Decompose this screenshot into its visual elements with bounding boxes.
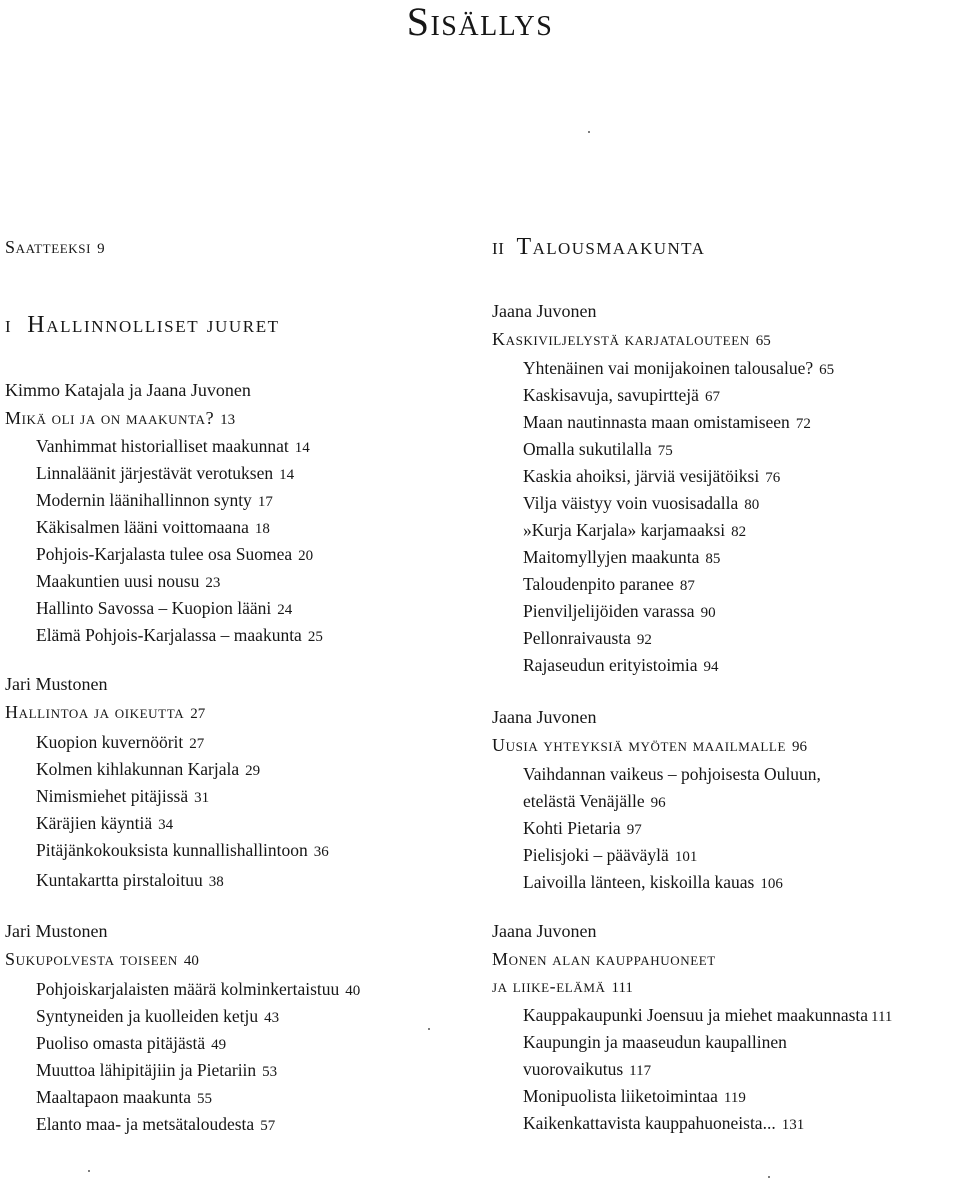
toc-subentry[interactable]: Pohjois-Karjalasta tulee osa Suomea 20 <box>36 544 314 564</box>
article-heading[interactable] <box>492 734 807 758</box>
toc-subentry[interactable]: Kuntakartta pirstaloituu 38 <box>36 870 224 890</box>
article-title: Monen alan kauppahuoneet <box>492 949 716 969</box>
part-number: i <box>5 312 12 338</box>
toc-subentry[interactable]: Pielisjoki – pääväylä 101 <box>523 845 698 865</box>
toc-subentry[interactable]: Kaskisavuja, savupirttejä 67 <box>523 385 720 405</box>
toc-subentry[interactable]: Pellonraivausta 92 <box>523 628 652 648</box>
part-title: Talousmaakunta <box>516 234 706 260</box>
toc-subentry[interactable]: Pienviljelijöiden varassa 90 <box>523 601 716 621</box>
toc-subentry[interactable]: Yhtenäinen vai monijakoinen talousalue? 65 <box>523 358 835 378</box>
toc-subentry[interactable]: Pitäjänkokouksista kunnallishallintoon 36 <box>36 840 329 860</box>
article-heading[interactable] <box>492 328 771 352</box>
article-title: Sukupolvesta toiseen <box>5 949 178 969</box>
article-author: Jaana Juvonen <box>492 707 597 727</box>
toc-subentry[interactable]: Syntyneiden ja kuolleiden ketju 43 <box>36 1006 280 1026</box>
toc-subentry[interactable]: Maan nautinnasta maan omistamiseen 72 <box>523 412 811 432</box>
part-heading-ii <box>492 232 705 262</box>
toc-entry-saatteeksi[interactable] <box>5 236 105 260</box>
toc-subentry[interactable]: Elanto maa- ja metsätaloudesta 57 <box>36 1114 276 1134</box>
page-number: 9 <box>97 241 105 257</box>
entry-title: Saatteeksi <box>5 237 92 257</box>
toc-subentry[interactable]: Kolmen kihlakunnan Karjala 29 <box>36 759 261 779</box>
toc-subentry-continued[interactable]: vuorovaikutus 117 <box>523 1059 652 1079</box>
part-title: Hallinnolliset juuret <box>27 312 280 338</box>
article-heading[interactable] <box>5 701 205 725</box>
toc-subentry[interactable]: Laivoilla länteen, kiskoilla kauas 106 <box>523 872 783 892</box>
scan-speck <box>428 1028 430 1030</box>
toc-subentry[interactable]: »Kurja Karjala» karjamaaksi 82 <box>523 520 747 540</box>
page-title: Sisällys <box>406 0 554 44</box>
article-title: Kaskiviljelystä karjatalouteen <box>492 329 750 349</box>
scan-speck <box>588 131 590 133</box>
toc-subentry[interactable]: Käräjien käyntiä 34 <box>36 813 174 833</box>
toc-subentry[interactable]: Vaihdannan vaikeus – pohjoisesta Ouluun, <box>523 764 821 784</box>
toc-subentry[interactable]: Nimismiehet pitäjissä 31 <box>36 786 210 806</box>
page-number: 111 <box>611 980 633 996</box>
page-number: 40 <box>183 953 199 969</box>
toc-subentry[interactable]: Kohti Pietaria 97 <box>523 818 642 838</box>
toc-subentry[interactable]: Monipuolista liiketoimintaa 119 <box>523 1086 746 1106</box>
toc-subentry[interactable]: Modernin läänihallinnon synty 17 <box>36 490 273 510</box>
page-number: 65 <box>755 333 771 349</box>
toc-subentry[interactable]: Kaupungin ja maaseudun kaupallinen <box>523 1032 787 1052</box>
article-heading[interactable] <box>5 407 235 431</box>
article-author: Kimmo Katajala ja Jaana Juvonen <box>5 380 251 400</box>
article-heading[interactable] <box>492 948 716 970</box>
toc-subentry[interactable]: Kaskia ahoiksi, järviä vesijätöiksi 76 <box>523 466 781 486</box>
part-heading-i <box>5 310 280 340</box>
article-author: Jari Mustonen <box>5 921 108 941</box>
toc-subentry[interactable]: Omalla sukutilalla 75 <box>523 439 673 459</box>
toc-subentry[interactable]: Rajaseudun erityistoimia 94 <box>523 655 719 675</box>
article-heading-continued[interactable] <box>492 975 633 999</box>
article-author: Jaana Juvonen <box>492 921 597 941</box>
toc-subentry[interactable]: Muuttoa lähipitäjiin ja Pietariin 53 <box>36 1060 278 1080</box>
article-author: Jaana Juvonen <box>492 301 597 321</box>
toc-subentry-continued[interactable]: etelästä Venäjälle 96 <box>523 791 666 811</box>
toc-subentry[interactable]: Maitomyllyjen maakunta 85 <box>523 547 721 567</box>
toc-subentry[interactable]: Puoliso omasta pitäjästä 49 <box>36 1033 227 1053</box>
toc-subentry[interactable]: Vanhimmat historialliset maakunnat 14 <box>36 436 310 456</box>
toc-subentry[interactable]: Käkisalmen lääni voittomaana 18 <box>36 517 270 537</box>
toc-subentry[interactable]: Kauppakaupunki Joensuu ja miehet maakunnasta 111 <box>523 1005 893 1025</box>
toc-subentry[interactable]: Pohjoiskarjalaisten määrä kolminkertaistuu 40 <box>36 979 361 999</box>
page-number: 27 <box>190 706 206 722</box>
toc-subentry[interactable]: Kaikenkattavista kauppahuoneista... 131 <box>523 1113 805 1133</box>
page-number: 96 <box>792 739 807 755</box>
toc-subentry[interactable]: Hallinto Savossa – Kuopion lääni 24 <box>36 598 293 618</box>
scan-speck <box>768 1176 770 1178</box>
toc-subentry[interactable]: Elämä Pohjois-Karjalassa – maakunta 25 <box>36 625 323 645</box>
toc-subentry[interactable]: Maakuntien uusi nousu 23 <box>36 571 221 591</box>
part-number: ii <box>492 234 505 260</box>
article-title: Uusia yhteyksiä myöten maailmalle <box>492 735 786 755</box>
article-title: Mikä oli ja on maakunta? <box>5 408 215 428</box>
toc-subentry[interactable]: Vilja väistyy voin vuosisadalla 80 <box>523 493 760 513</box>
article-title: Hallintoa ja oikeutta <box>5 702 185 722</box>
article-heading[interactable] <box>5 948 199 972</box>
scan-speck <box>88 1170 90 1172</box>
page-number: 13 <box>220 412 236 428</box>
toc-subentry[interactable]: Taloudenpito paranee 87 <box>523 574 695 594</box>
article-author: Jari Mustonen <box>5 674 108 694</box>
toc-subentry[interactable]: Linnaläänit järjestävät verotuksen 14 <box>36 463 295 483</box>
article-title: ja liike-elämä <box>492 976 606 996</box>
toc-subentry[interactable]: Maaltapaon maakunta 55 <box>36 1087 213 1107</box>
toc-subentry[interactable]: Kuopion kuvernöörit 27 <box>36 732 205 752</box>
